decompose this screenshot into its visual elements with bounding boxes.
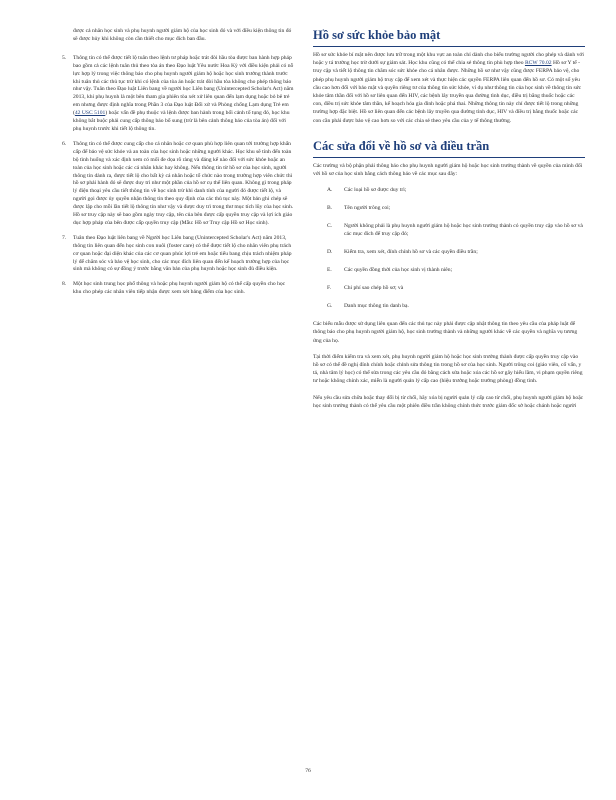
- list-item: [62, 235, 294, 275]
- list-item: [313, 248, 585, 256]
- item-text: Người không phải là phụ huynh người giám hộ hoặc học sinh trưởng thành có quyền truy cập vào hồ sơ và các mục đích để truy cập đó;: [344, 223, 583, 238]
- item-text: Chi phí sao chép hồ sơ; và: [344, 285, 404, 292]
- item-letter: G.: [327, 303, 333, 310]
- section-heading-health-records: Hồ sơ sức khỏe bảo mật: [313, 28, 585, 47]
- rcw-link[interactable]: RCW 70.02: [524, 60, 552, 67]
- item-letter: F.: [327, 285, 332, 292]
- item-number: 6.: [62, 140, 67, 147]
- item-number: 7.: [62, 234, 67, 241]
- statute-link[interactable]: 42 USC 5101: [74, 110, 106, 117]
- item-text: Danh mục thông tin danh bạ.: [344, 303, 409, 310]
- forms-paragraph: Các biểu mẫu được sử dụng liên quan đến các thủ tục này phải được cập nhật thông tin theo yêu cầu của pháp luật để thông báo cho phụ huynh người giám hộ, học sinh trưởng thành và những người khác về các quyền và nghĩa vụ tương ứng của họ.: [313, 321, 578, 344]
- list-item: [62, 281, 294, 297]
- amendments-intro: Các trường và bộ phận phải thông báo cho phụ huynh người giám hộ hoặc học sinh trưởng thành về quyền của mình đối với hồ sơ của học sinh bằng cách thông báo về các mục sau đây:: [313, 162, 583, 178]
- right-column: [313, 28, 585, 418]
- list-item: [313, 266, 585, 274]
- review-paragraph: Tại thời điểm kiểm tra và xem xét, phụ huynh người giám hộ hoặc học sinh trưởng thành được cấp quyền truy cập vào hồ sơ có thể đề nghị đính chính hoặc chỉnh sửa thông tin trong hồ sơ của học sinh. Người trông coi (giáo viên, cố vấn, y tá, nhà tâm lý học) có thể sửa trong các yêu cầu đó bằng cách sửa hoặc xóa các hồ sơ gây hiểu lầm, vi phạm quyền riêng tư hoặc không chính xác, miễn là người quản lý cấp cao (hiệu trưởng hoặc trưởng phòng) đồng tình.: [313, 353, 583, 385]
- list-item: [313, 284, 585, 292]
- continuation-text: được cả nhân học sinh và phụ huynh người giám hộ của học sinh đó và với điều kiện thông tin đó sẽ được hủy khi không còn cần thiết cho mục đích ban đầu.: [73, 28, 292, 42]
- item-text: Các quyền đồng thời của học sinh vị thành niên;: [344, 267, 453, 274]
- list-item: [313, 186, 585, 194]
- item-letter: C.: [327, 223, 333, 230]
- item-text: Các loại hồ sơ được duy trì;: [344, 187, 407, 194]
- item-text: Một học sinh trung học phổ thông và hoặc phụ huynh người giám hộ có thể cấp quyền cho học khu cho phép các nhân viên tiếp nhận được xem xét bảng điểm của học sinh.: [73, 281, 286, 296]
- item-letter: B.: [327, 205, 333, 212]
- left-column: [62, 28, 294, 304]
- item-number: 5.: [62, 54, 67, 61]
- list-item: [313, 302, 585, 310]
- item-letter: D.: [327, 249, 333, 256]
- item-text: Tuân theo Đạo luật liên bang về Người học Liên bang (Unintercepted Scholar's Act) năm 2013, thông tin liên quan đến học sinh con nuôi (foster care) có thể được tiết lộ cho nhân viên phụ trách cơ quan hoặc đại diện khác của các cơ quan phúc lợi trẻ em hoặc tiểu bang chịu trách nhiệm pháp lý để chăm sóc và bảo vệ học sinh, cho các mục đích liên quan đến kế hoạch trường hợp của học sinh mà không có sự đồng ý trước bằng văn bản của phụ huynh hoặc học sinh đủ điều kiện.: [73, 234, 292, 273]
- item-text: Tên người trông coi;: [344, 205, 391, 212]
- item-number: 8.: [62, 281, 67, 288]
- item-text: Thông tin có thể được cung cấp cho cá nhân hoặc cơ quan phù hợp liên quan tới trường hợp khẩn cấp để bảo vệ sức khỏe và an toàn của học sinh hoặc những người khác. Học khu sẽ tính đến toàn bộ tình huống và xác định xem có mối đe dọa rõ ràng và đáng kể nào đối với sức khỏe hoặc an toàn của học sinh hoặc các cá nhân khác hay không. Nếu thông tin từ hồ sơ của học sinh, người thông tin dành ra, được tiết lộ cho bất kỳ cá nhân hoặc tổ chức nào trong trường hợp viên chức thì hồ sơ phải hành đó sẽ được duy trì như một phần của hồ sơ cụ thể liên quan. Không gì trong pháp lý điện thoại yêu cầu tiết thông tin về học sinh trừ khi danh tính của người đó được tiết lộ, và người gọi được ủy quyền nhận thông tin theo quy định của các thủ tục này. Một bản ghi chép sẽ được lập cho mỗi lần tiết lộ thông tin như vậy và được duy trì trong thư mục tích lũy của học sinh. Hồ sơ truy cập này sẽ bao gồm ngày truy cập, tên của bên được cấp quyền truy cập và lợi ích giáo dục hợp pháp của bên được cấp quyền truy cập (Mẫu: Hồ sơ Truy cập Hồ sơ Học sinh).: [73, 140, 294, 226]
- item-text: Thông tin có thể được tiết lộ tuân theo lệnh tư pháp hoặc trát đòi hầu tòa được ban hành hợp pháp bao gồm cả các lệnh tuân thủ theo tòa án theo Đạo luật Yêu nước Hoa Kỳ với điều kiện phải có nỗ lực hợp lý trong việc thông báo cho phụ huynh người giám hộ hoặc học sinh trưởng thành trước khi tuân thủ các thủ tục trừ khi có lệnh của tòa án hoặc trát đòi hầu tòa không cho phép thông báo như vậy. Tuân theo Đạo luật Liên bang về người học Liên bang (Unintercepted Scholar's Act) năm 2013, khi phụ huynh là một bên tham gia phiên tòa xét xử liên quan đến lạm dụng hoặc bỏ bê trẻ em nhưng được định nghĩa trong Phần 3 của Đạo luật Đối xử và Phòng chống Lạm dụng Trẻ em (: [73, 54, 294, 117]
- list-item: [313, 222, 585, 238]
- item-text: Kiểm tra, xem xét, đính chính hồ sơ và các quyền điều trần;: [344, 249, 478, 256]
- item-letter: A.: [327, 187, 333, 194]
- list-item: [62, 141, 294, 228]
- item-text-continued: ) hoặc vấn đề phụ thuộc và lệnh được ban hành trong bối cảnh tố tụng đó, học khu không bắt buộc phải cung cấp thông báo bổ sung (trừ là bên cảnh thông báo của tòa án) đối với phụ huynh trước khi tiết lộ thông tin.: [73, 110, 290, 132]
- list-item: [313, 204, 585, 212]
- health-records-paragraph: Hồ sơ sức khỏe bí mật nên được lưu trữ trong một khu vực an toàn chỉ dành cho biểu trường người cho phép và dành với hoặc y tá trường học trừ dưới sự giám sát. Học khu cũng có thể chia sẻ thông tin phù hợp theo RCW 70.02 Hồ sơ Y tế - truy cập và tiết lộ thông tin chăm sóc sức khỏe cho cá nhân được. Những hồ sơ như vậy cũng được FERPA bảo vệ, cho phép phụ huynh người giám hộ truy cập để xem xét và thực hiện các quyền FERPA liên quan đến hồ sơ. Có một số yêu cầu cao hơn đối với bảo mật và quyền riêng tư của thông tin sức khỏe, ví dụ như thông tin của học sinh về thông tin sức khỏe tâm thần đối với hồ sơ liên quan đến HIV, các bệnh lây truyền qua đường tình dục, điều trị bằng thuốc hoặc các con, điều trị sức khỏe tâm thần, kế hoạch hóa gia đình hoặc phá thai. Những thông tin này chỉ được tiết lộ trong những trường hợp đặc biệt. Hồ sơ liên quan đến các bệnh lây truyền qua đường tình dục, HIV và điều trị bằng thuốc hoặc các con cần phải được bảo vệ cao hơn so với các chia sẻ theo yêu cầu của y tế thông thường.: [313, 52, 584, 124]
- refusal-paragraph: Nếu yêu cầu sửa chữa hoặc thay đổi bị từ chối, hãy xóa bị người quản lý cấp cao từ chối, phụ huynh người giám hộ hoặc học sinh trưởng thành có thể yêu cầu một phiên điều trần không chính thức trước giám đốc sở hoặc chánh hoặc người: [313, 394, 584, 409]
- list-item: [62, 55, 294, 134]
- item-letter: E.: [327, 267, 332, 274]
- page-number: 76: [305, 768, 311, 774]
- section-heading-amendments: Các sửa đổi về hồ sơ và điều trần: [313, 139, 585, 158]
